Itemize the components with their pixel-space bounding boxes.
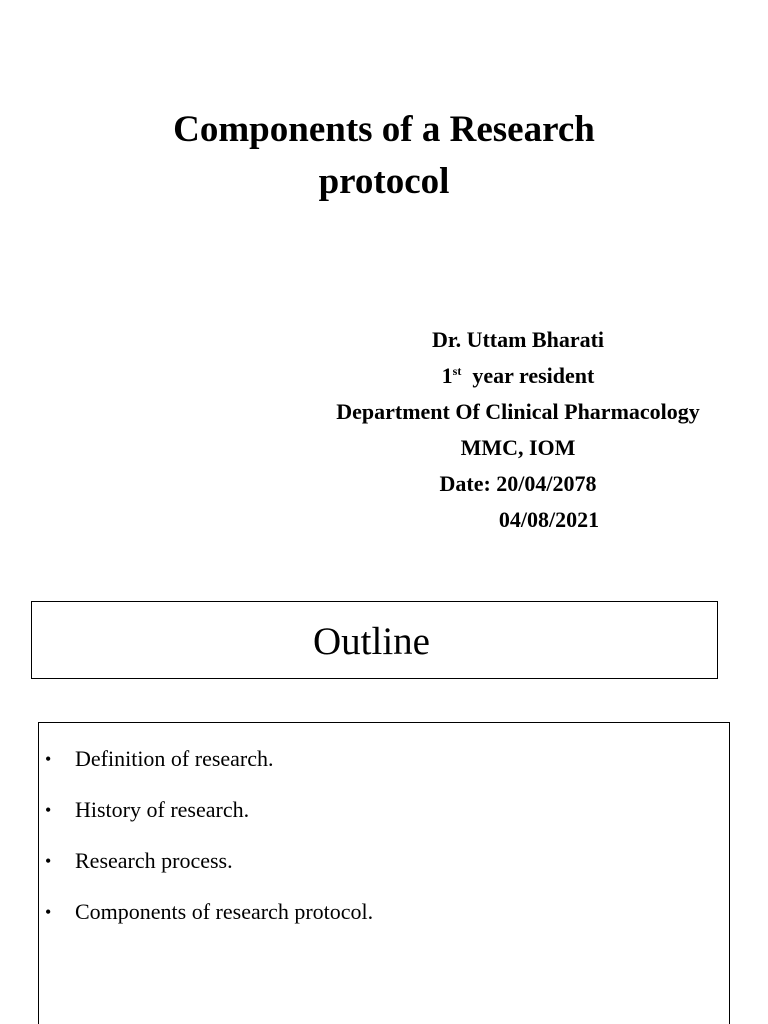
slide-title-line-1: Components of a Research bbox=[173, 109, 595, 150]
author-info bbox=[300, 322, 736, 538]
list-item-text: Components of research protocol. bbox=[75, 899, 374, 924]
bullet-icon: • bbox=[45, 800, 52, 820]
date-bs: Date: 20/04/2078 bbox=[439, 471, 597, 496]
slide-title-line-2: protocol bbox=[318, 161, 450, 202]
date-ad: 04/08/2021 bbox=[498, 507, 600, 532]
list-item-text: Definition of research. bbox=[75, 746, 274, 771]
author-institution: MMC, IOM bbox=[460, 435, 576, 460]
author-name: Dr. Uttam Bharati bbox=[431, 327, 605, 352]
bullet-icon: • bbox=[45, 749, 52, 769]
author-department: Department Of Clinical Pharmacology bbox=[336, 399, 700, 424]
outline-heading-box bbox=[31, 601, 718, 679]
year-rest: year resident bbox=[472, 363, 595, 388]
year-suffix: st bbox=[452, 364, 462, 378]
author-year bbox=[300, 358, 736, 394]
outline-content-box bbox=[38, 722, 730, 1024]
bullet-icon: • bbox=[45, 851, 52, 871]
bullet-icon: • bbox=[45, 902, 52, 922]
year-number: 1 bbox=[441, 363, 453, 388]
list-item-text: Research process. bbox=[75, 848, 233, 873]
slide-title bbox=[84, 104, 684, 208]
list-item-text: History of research. bbox=[75, 797, 250, 822]
outline-heading: Outline bbox=[313, 620, 430, 663]
